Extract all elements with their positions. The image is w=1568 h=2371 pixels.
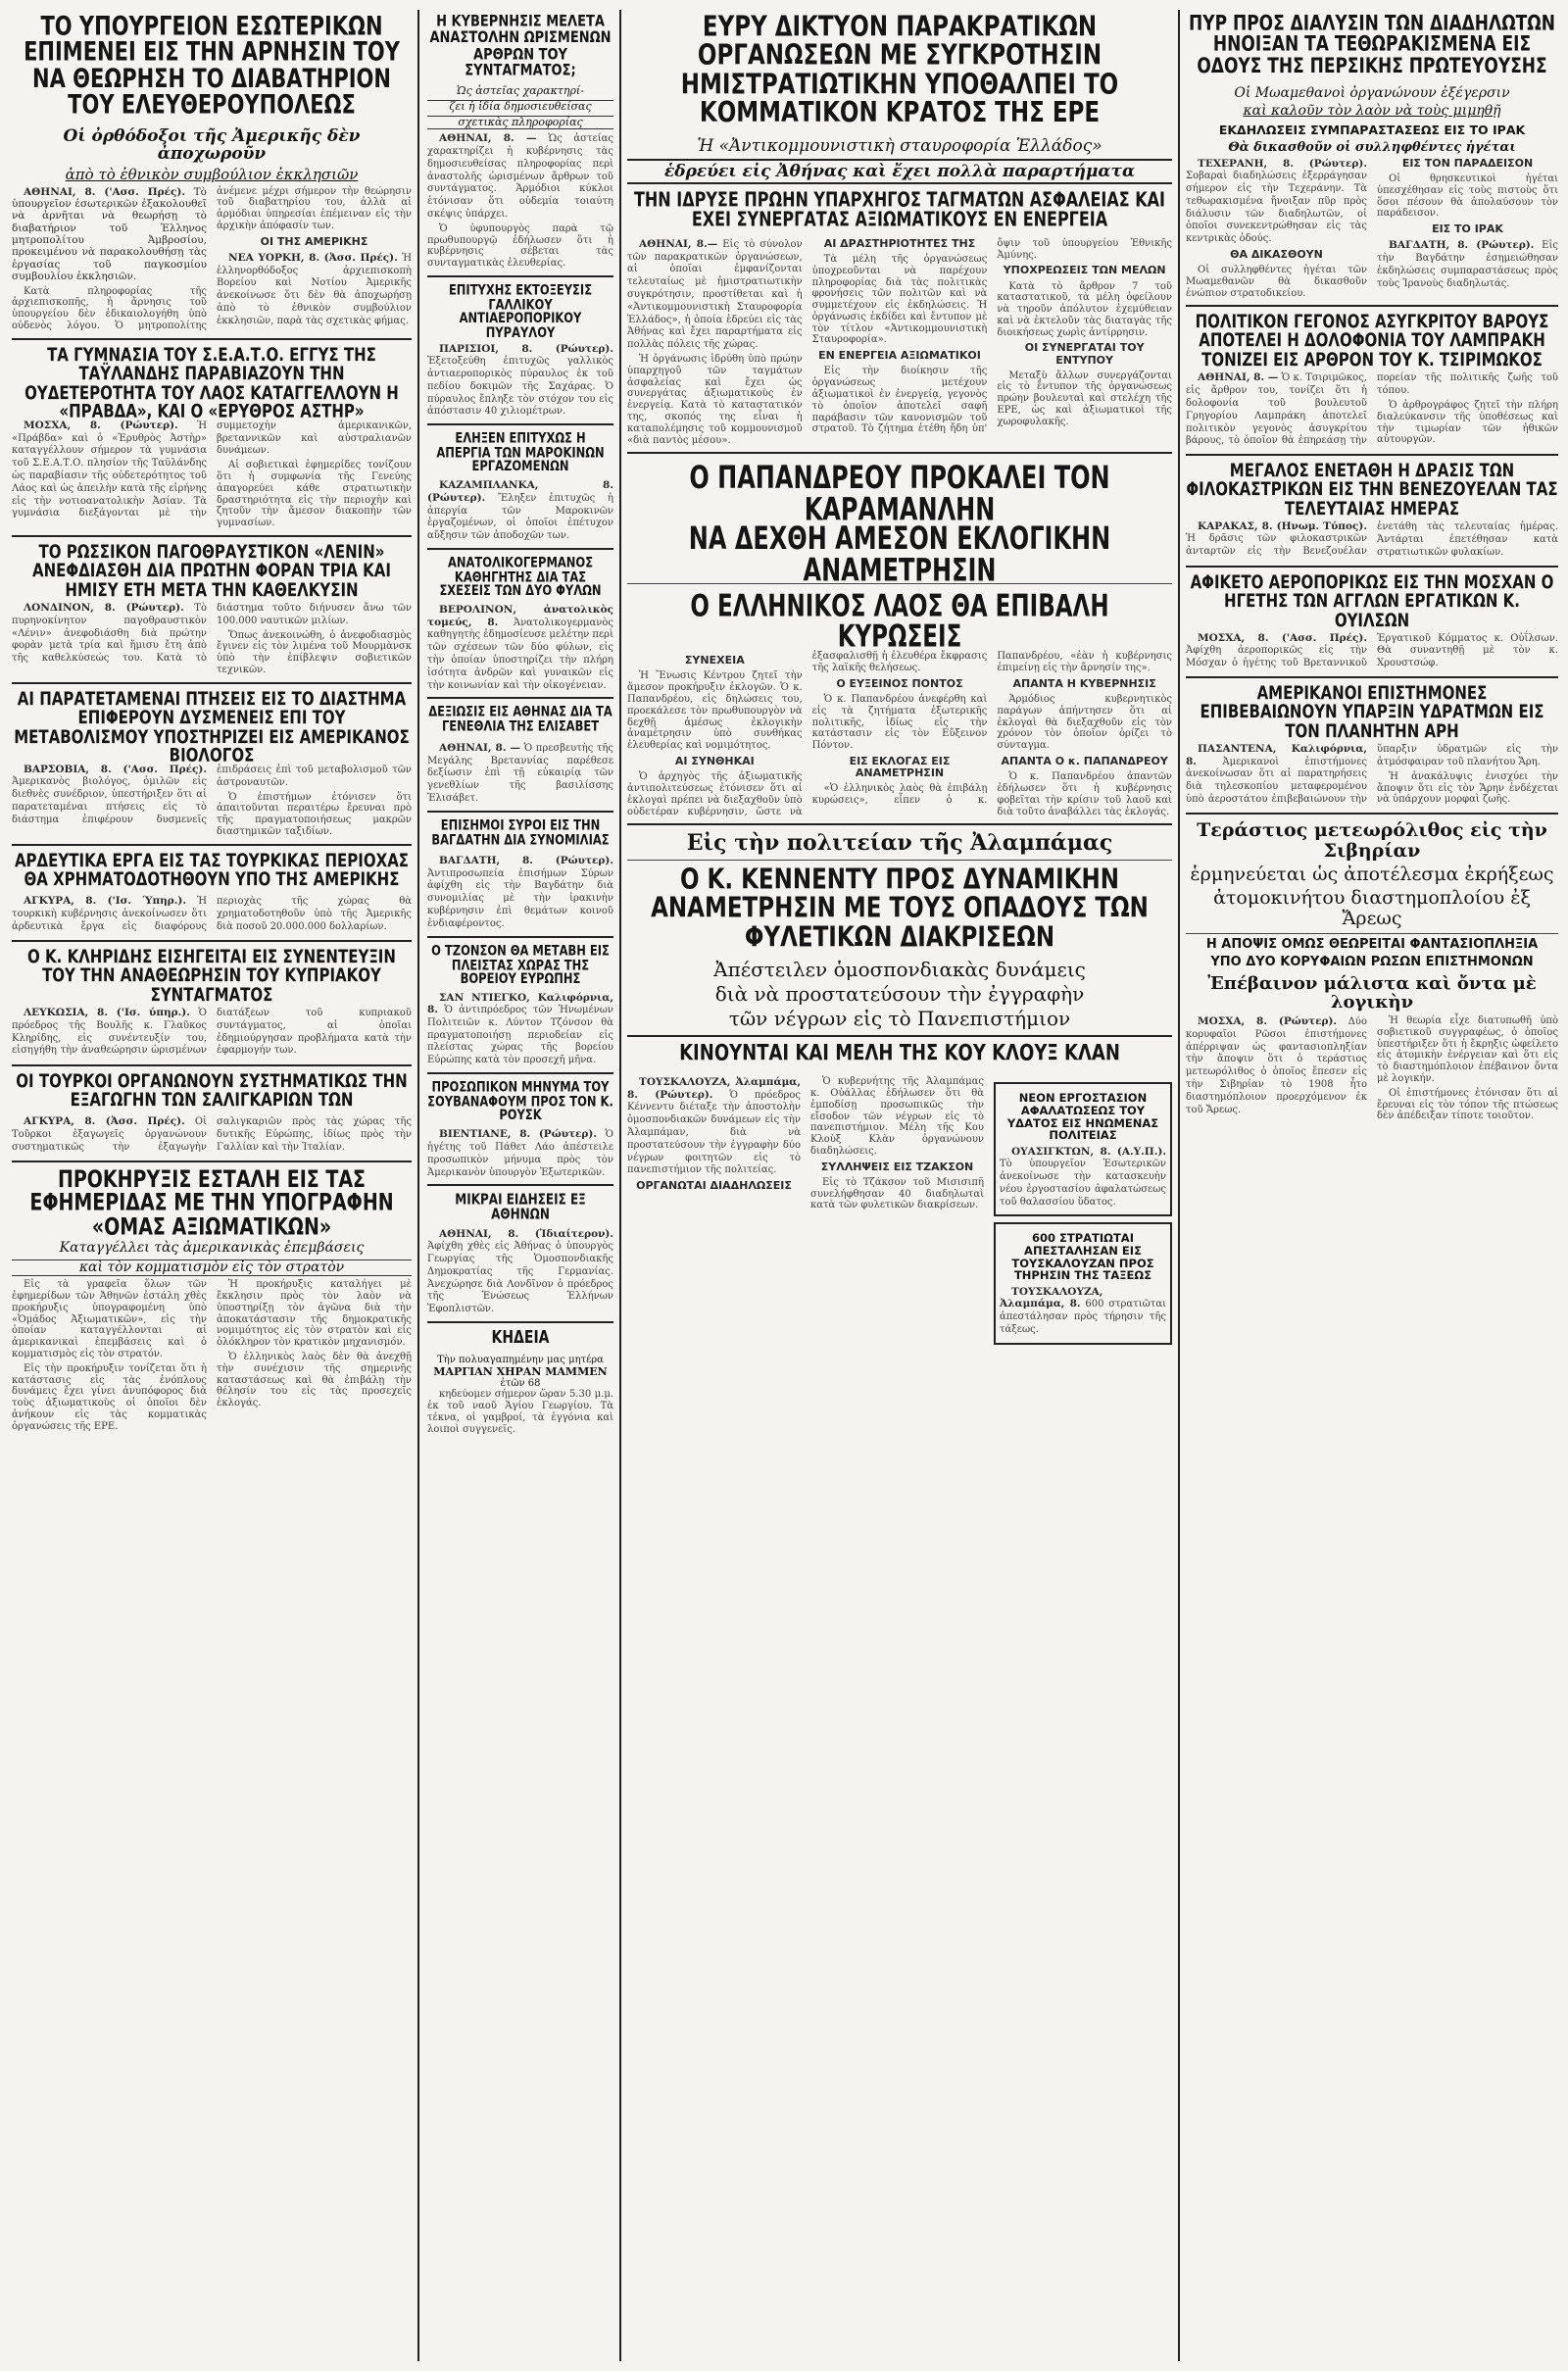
headline-lenin-icebreaker: ΤΟ ΡΩΣΣΙΚΟΝ ΠΑΓΟΘΡΑΥΣΤΙΚΟΝ «ΛΕΝΙΝ» ΑΝΕΦΔΙΑΣΘΗ ΔΙΑ ΠΡΩΤΗΝ ΦΟΡΑΝ ΤΡΙΑ ΚΑΙ ΗΜΙΣΥ ΕΤΗ ΜΕΤΑ ΤΗΝ ΚΑΘΕΛΚΥΣΙΝ bbox=[32, 540, 391, 601]
divider bbox=[627, 860, 1172, 861]
headline-mars-vapor: ΑΜΕΡΙΚΑΝΟΙ ΕΠΙΣΤΗΜΟΝΕΣ ΕΠΙΒΕΒΑΙΩΝΟΥΝ ΥΠΑΡΞΙΝ ΥΔΡΑΤΜΩΝ ΕΙΣ ΤΟΝ ΠΛΑΝΗΤΗΝ ΑΡΗ bbox=[1200, 681, 1544, 742]
kennedy-article-layout bbox=[627, 1076, 1172, 1350]
funeral-line: Τὴν πολυαγαπημένην μας μητέρα bbox=[437, 1355, 604, 1366]
article-body: ΜΟΣΧΑ, 8. ('Ασσ. Πρές). Ἀφίχθη ἀεροπορικῶς εἰς τὴν Μόσχαν ὁ ἡγέτης τοῦ Βρεταννικοῦ Ἐργατικοῦ Κόμματος κ. Οὐΐλσων. Θὰ συναντηθῇ μὲ τὸν κ. Χρουστσώφ. bbox=[1186, 631, 1558, 669]
headline-officers-proclamation: ΠΡΟΚΗΡΥΞΙΣ ΕΣΤΑΛΗ ΕΙΣ ΤΑΣ ΕΦΗΜΕΡΙΔΑΣ ΜΕ ΤΗΝ ΥΠΟΓΡΑΦΗΝ «ΟΜΑΣ ΑΞΙΩΜΑΤΙΚΩΝ» bbox=[29, 1165, 394, 1241]
subheadline: Καταγγέλλει τὰς ἀμερικανικὰς ἐπεμβάσεις bbox=[59, 1240, 365, 1257]
dateline: ΑΘΗΝΑΙ, 8. ('Ασσ. Πρές). bbox=[24, 185, 186, 198]
box-headline: 600 ΣΤΡΑΤΙΩΤΑΙ ΑΠΕΣΤΑΛΗΣΑΝ ΕΙΣ ΤΟΥΣΚΑΛΟΥΖΑΝ ΠΡΟΣ ΤΗΡΗΣΙΝ ΤΗΣ ΤΑΞΕΩΣ bbox=[1011, 1231, 1154, 1283]
headline-johnson-europe: Ο ΤΖΟΝΣΟΝ ΘΑ ΜΕΤΑΒΗ ΕΙΣ ΠΛΕΙΣΤΑΣ ΧΩΡΑΣ ΤΗΣ ΒΟΡΕΙΟΥ ΕΥΡΩΠΗΣ bbox=[431, 941, 610, 987]
dateline: ΤΟΥΣΚΑΛΟΥΖΑ, Ἀλαμπάμα, 8. bbox=[1000, 1285, 1103, 1310]
headline-papandreou-3: Ο ΕΛΛΗΝΙΚΟΣ ΛΑΟΣ ΘΑ ΕΠΙΒΑΛΗ ΚΥΡΩΣΕΙΣ bbox=[690, 589, 1109, 655]
column-2 bbox=[427, 8, 613, 2363]
dateline: ΒΑΓΔΑΤΗ, 8. (Ρώυτερ). bbox=[1389, 239, 1535, 252]
subheadline: ζει ἡ ἰδία δημοσιευθείσας bbox=[427, 100, 613, 113]
dateline: ΑΘΗΝΑΙ, 8.— bbox=[639, 237, 718, 250]
article-body: ΒΙΕΝΤΙΑΝΕ, 8. (Ρώυτερ). Ὁ ἡγέτης τοῦ Πάθετ Λάο ἀπέστειλε προσωπικὸν μήνυμα πρὸς τὸν Ἀμερικανὸν ὑπουργὸν Ἐξωτερικῶν. bbox=[427, 1128, 613, 1178]
article-body: ΑΘΗΝΑΙ, 8. — Ὁ πρεσβευτὴς τῆς Μεγάλης Βρεταννίας παρέθεσε δεξίωσιν ἐπὶ τῇ εὐκαιρίᾳ τῶν γενεθλίων τῆς βασιλίσσης Ἐλισάβετ. bbox=[427, 741, 613, 804]
subheadline: Οἱ ὀρθόδοξοι τῆς Ἀμερικῆς δὲν ἀποχωροῦν bbox=[63, 125, 361, 165]
subheadline: ΤΗΝ ΙΔΡΥΣΕ ΠΡΩΗΝ ΥΠΑΡΧΗΓΟΣ ΤΑΓΜΑΤΩΝ ΑΣΦΑΛΕΙΑΣ ΚΑΙ ΕΧΕΙ ΣΥΝΕΡΓΑΤΑΣ ΑΞΙΩΜΑΤΙΚΟΥΣ ΕΝ ΕΝΕΡΓΕΙΑ bbox=[634, 187, 1165, 231]
headline-interior-ministry: ΤΟ ΥΠΟΥΡΓΕΙΟΝ ΕΣΩΤΕΡΙΚΩΝ ΕΠΙΜΕΝΕΙ ΕΙΣ ΤΗΝ ΑΡΝΗΣΙΝ ΤΟΥ ΝΑ ΘΕΩΡΗΣΗ ΤΟ ΔΙΑΒΑΤΗΡΙΟΝ ΤΟΥ ΕΛΕΥΘΕΡΟΥΠΟΛΕΩΣ bbox=[24, 11, 400, 120]
article-body: ΤΟΥΣΚΑΛΟΥΖΑ, Ἀλαμπάμα, 8. (Ρώυτερ). Ὁ πρόεδρος Κέννεντυ διέταξε τὴν ἀποστολὴν ὁμοσπονδιακῶν δυνάμεων εἰς τὴν Ἀλαμπάμαν, διὰ νὰ προστατεύσουν τὴν ἐγγραφὴν δύο νέγρων φοιτητῶν εἰς τὸ πανεπιστήμιον τῆς πολιτείας. ΟΡΓΑΝΩΤΑΙ ΔΙΑΔΗΛΩΣΕΙΣ Ὁ κυβερνήτης τῆς Ἀλαμπάμας κ. Οὐάλλας ἐδήλωσεν ὅτι θὰ ἐμποδίσῃ προσωπικῶς τὴν εἴσοδον τῶν νέγρων εἰς τὸ πανεπιστήμιον. Μέλη τῆς Κου Κλοὺξ Κλὰν ὀργανώνουν διαδηλώσεις. ΣΥΛΛΗΨΕΙΣ ΕΙΣ ΤΖΑΚΣΟΝ Εἰς τὸ Τζάκσον τοῦ Μισισιπῆ συνελήφθησαν 40 διαδηλωταὶ κατὰ τῶν φυλετικῶν διακρίσεων. bbox=[627, 1076, 984, 1211]
column-rule bbox=[1178, 10, 1180, 2361]
divider bbox=[12, 1064, 412, 1066]
dateline: ΛΕΥΚΩΣΙΑ, 8. ('Ισ. ύπηρ.). bbox=[24, 1007, 190, 1019]
column-1 bbox=[12, 8, 412, 2363]
dateline: ΑΓΚΥΡΑ, 8. (Ἀσσ. Πρές). bbox=[24, 1115, 185, 1128]
dateline: ΚΑΡΑΚΑΣ, 8. (Ηνωμ. Τύπος). bbox=[1198, 520, 1367, 533]
headline-kennedy: Ο Κ. ΚΕΝΝΕΝΤΥ ΠΡΟΣ ΔΥΝΑΜΙΚΗΝ ΑΝΑΜΕΤΡΗΣΙΝ ΜΕ ΤΟΥΣ ΟΠΑΔΟΥΣ ΤΩΝ ΦΥΛΕΤΙΚΩΝ ΔΙΑΚΡΙΣΕΩΝ bbox=[651, 864, 1149, 954]
dateline: ΑΘΗΝΑΙ, 8. — bbox=[439, 132, 537, 145]
article-body: ΒΑΓΔΑΤΗ, 8. (Ρώυτερ). Ἀντιπροσωπεία ἐπισήμων Σύρων ἀφίχθη εἰς τὴν Βαγδάτην διὰ συνομιλίας μὲ τὴν ἰρακινὴν κυβέρνησιν ἐπὶ θεμάτων κοινοῦ ἐνδιαφέροντος. bbox=[427, 855, 613, 929]
dateline: ΜΟΣΧΑ, 8. ('Ασσ. Πρές). bbox=[1198, 631, 1367, 644]
divider bbox=[427, 1321, 613, 1323]
subheadline: σχετικὰς πληροφορίας bbox=[427, 116, 613, 129]
subheadline: Ἡ «Ἀντικομμουνιστικὴ σταυροφορία Ἑλλάδος» bbox=[697, 135, 1102, 156]
article-body: ΑΘΗΝΑΙ, 8. ('Ασσ. Πρές). Τὸ ὑπουργεῖον ἐσωτερικῶν ἐξακολουθεῖ νὰ ἀρνῆται νὰ θεωρήσῃ τὸ διαβατήριον τοῦ Ἐλληνος μητροπολίτου Ἀμβροσίου, προκειμένου νὰ παρακολουθήσῃ τὰς ἐργασίας τοῦ παγκοσμίου συμβουλίου ἐκκλησιῶν. Κατὰ πληροφορίας τῆς ἀρχιεπισκοπῆς, ἡ ἄρνησις τοῦ ὑπουργείου δὲν ἐδικαιολογήθη ὑπὸ οὐδενὸς λόγου. Ὁ μητροπολίτης ἀνέμενε μέχρι σήμερον τὴν θεώρησιν τοῦ διαβατηρίου του, ἀλλὰ αἱ ἀρμόδιαι ὑπηρεσίαι ἐπέμειναν εἰς τὴν ἀρχικὴν ἀπόφασίν των. ΟΙ ΤΗΣ ΑΜΕΡΙΚΗΣ ΝΕΑ ΥΟΡΚΗ, 8. (Ἀσσ. Πρές). Ἡ ἑλληνορθόδοξος ἀρχιεπισκοπὴ Βορείου καὶ Νοτίου Ἀμερικῆς ἀνεκοίνωσε ὅτι δὲν θὰ ἀποχωρήσῃ ἀπὸ τὸ ἐθνικὸν συμβούλιον ἐκκλησιῶν, παρὰ τὰς σχετικὰς φήμας. bbox=[12, 185, 412, 331]
subheadline: Ὡς ἀστεῖας χαρακτηρί- bbox=[457, 84, 584, 97]
divider bbox=[12, 844, 412, 846]
dateline: ΠΑΡΙΣΙΟΙ, 8. (Ρώυτερ). bbox=[439, 342, 613, 355]
subheadline: ἑδρεύει εἰς Ἀθήνας καὶ ἔχει πολλὰ παραρτήματα bbox=[627, 159, 1172, 185]
box-desalination bbox=[994, 1082, 1172, 1216]
headline-syrians-baghdad: ΕΠΙΣΗΜΟΙ ΣΥΡΟΙ ΕΙΣ ΤΗΝ ΒΑΓΔΑΤΗΝ ΔΙΑ ΣΥΝΟΜΙΛΙΑΣ bbox=[431, 815, 610, 848]
article-body: ΛΟΝΔΙΝΟΝ, 8. (Ρώυτερ). Τὸ πυρηνοκίνητον παγοθραυστικὸν «Λένιν» ἀνεφοδιάσθη διὰ πρώτην φορὰν μετὰ τρία καὶ ἥμισυ ἔτη ἀπὸ τῆς καθελκύσεώς του. Κατὰ τὸ διάστημα τοῦτο διήνυσεν ἄνω τῶν 100.000 ναυτικῶν μιλίων. Ὅπως ἀνεκοινώθη, ὁ ἀνεφοδιασμὸς ἔγινεν εἰς τὸν λιμένα τοῦ Μουρμὰνσκ ὑπὸ τὴν ἐπίβλεψιν σοβιετικῶν τεχνικῶν. bbox=[12, 601, 412, 675]
section-subhead: ΣΥΛΛΗΨΕΙΣ ΕΙΣ ΤΖΑΚΣΟΝ bbox=[820, 1160, 974, 1173]
dateline: ΒΑΡΣΟΒΙΑ, 8. ('Ασσ. Πρές). bbox=[24, 763, 207, 775]
divider bbox=[627, 452, 1172, 454]
article-body: ΜΟΣΧΑ, 8. (Ρώυτερ). Δύο κορυφαῖοι Ρῶσοι ἐπιστήμονες ἀπέρριψαν ὡς φαντασιοπληξίαν τὴν ἄποψιν ὅτι ὁ τεράστιος μετεωρόλιθος ὁ ὁποῖος ἔπεσεν εἰς τὴν Σιβηρίαν τὸ 1908 ἦτο διαστημόπλοιον προερχόμενον ἐκ τοῦ Ἄρεως. Ἡ θεωρία εἶχε διατυπωθῆ ὑπὸ σοβιετικοῦ συγγραφέως, ὁ ὁποῖος ὑπεστήριξεν ὅτι ἡ ἔκρηξις ὠφείλετο εἰς ἀτομικὴν ἐνέργειαν καὶ ὅτι εἰς τὸ διαστημόπλοιον ἐπέβαινον ὄντα μὲ λογικήν. Οἱ ἐπιστήμονες ἐτόνισαν ὅτι αἱ ἔρευναι εἰς τὸν τόπον τῆς πτώσεως δὲν ἀπέδειξαν τίποτε τοιοῦτον. bbox=[1186, 1015, 1558, 1122]
article-body: ΒΑΡΣΟΒΙΑ, 8. ('Ασσ. Πρές). Ἀμερικανὸς βιολόγος, ὁμιλῶν εἰς διεθνὲς συνέδριον, ὑπεστήριξεν ὅτι αἱ παρατεταμέναι πτήσεις εἰς τὸ διάστημα ἐπιφέρουν δυσμενεῖς ἐπιδράσεις ἐπὶ τοῦ μεταβολισμοῦ τῶν ἀστροναυτῶν. Ὁ ἐπιστήμων ἐτόνισεν ὅτι ἀπαιτοῦνται περαιτέρω ἔρευναι πρὸ τῆς πραγματοποιήσεως μακρῶν διαστημικῶν ταξιδίων. bbox=[12, 763, 412, 837]
dateline: ΑΘΗΝΑΙ, 8. — bbox=[439, 741, 520, 754]
dateline: ΒΙΕΝΤΙΑΝΕ, 8. (Ρώυτερ). bbox=[439, 1128, 598, 1141]
article-body: ΜΟΣΧΑ, 8. (Ρώυτερ). Ἡ «Πράβδα» καὶ ὁ «Ἐρυθρὸς Ἀστὴρ» καταγγέλλουν σήμερον τὰ γυμνάσια τοῦ Σ.Ε.Α.Τ.Ο. πλησίον τῆς Ταϋλάνδης ὡς παραβίασιν τῆς οὐδετερότητος τοῦ Λάος καὶ ὡς ἀπειλὴν κατὰ τῆς εἰρήνης εἰς τὴν νοτιοανατολικὴν Ἀσίαν. Τὰ γυμνάσια διεξάγονται μὲ τὴν συμμετοχὴν ἀμερικανικῶν, βρεταννικῶν καὶ αὐστραλιανῶν δυνάμεων. Αἱ σοβιετικαὶ ἐφημερίδες τονίζουν ὅτι ἡ συμφωνία τῆς Γενεύης ἀπαγορεύει κάθε στρατιωτικὴν δραστηριότητα εἰς τὴν περιοχὴν καὶ ζητοῦν τὴν ἄμεσον διακοπὴν τῶν γυμνασίων. bbox=[12, 419, 412, 529]
headline-papandreou: Ο ΠΑΠΑΝΔΡΕΟΥ ΠΡΟΚΑΛΕΙ ΤΟΝ ΚΑΡΑΜΑΝΛΗΝ bbox=[689, 459, 1110, 528]
subheadline: ἀπὸ τὸ ἐθνικὸν συμβούλιον ἐκκλησιῶν bbox=[65, 166, 359, 183]
headline-short-news: ΜΙΚΡΑΙ ΕΙΔΗΣΕΙΣ ΕΞ ΑΘΗΝΩΝ bbox=[455, 1191, 586, 1223]
section-subhead: ΕΝ ΕΝΕΡΓΕΙΑ ΑΞΙΩΜΑΤΙΚΟΙ bbox=[818, 349, 981, 363]
headline-snails-export: ΟΙ ΤΟΥΡΚΟΙ ΟΡΓΑΝΩΝΟΥΝ ΣΥΣΤΗΜΑΤΙΚΩΣ ΤΗΝ ΕΞΑΓΩΓΗΝ ΤΩΝ ΣΑΛΙΓΚΑΡΙΩΝ ΤΩΝ bbox=[16, 1069, 408, 1111]
article-body: ΑΘΗΝΑΙ, 8. (Ἰδιαίτερον). Ἀφίχθη χθὲς εἰς Ἀθήνας ὁ ὑπουργὸς Γεωργίας τῆς Ὁμοσπονδιακῆς Δημοκρατίας τῆς Γερμανίας. Ἀνεχώρησε διὰ Λονδῖνον ὁ πρόεδρος τῆς Ἐνώσεως Ἑλλήνων Ἐφοπλιστῶν. bbox=[427, 1227, 613, 1315]
section-subhead: ΘΑ ΔΙΚΑΣΘΟΥΝ bbox=[1230, 247, 1323, 261]
section-subhead: ΕΙΣ ΤΟ ΙΡΑΚ bbox=[1432, 222, 1503, 236]
divider bbox=[1186, 676, 1558, 678]
divider bbox=[427, 811, 613, 813]
headline-east-german-professor: ΑΝΑΤΟΛΙΚΟΓΕΡΜΑΝΟΣ ΚΑΘΗΓΗΤΗΣ ΔΙΑ ΤΑΣ ΣΧΕΣΕΙΣ ΤΩΝ ΔΥΟ ΦΥΛΩΝ bbox=[439, 553, 602, 600]
dateline: ΤΕΧΕΡΑΝΗ, 8. (Ρώυτερ). bbox=[1198, 157, 1367, 170]
divider bbox=[1186, 813, 1558, 815]
article-lead: Τὸ ὑπουργεῖον ἐσωτερικῶν ἐξακολουθεῖ νὰ ἀρνῆται νὰ θεωρήσῃ τὸ διαβατήριον τοῦ Ἐλληνος μητροπολίτου Ἀμβροσίου, προκειμένου νὰ παρακολουθήσῃ τὰς ἐργασίας τοῦ παγκοσμίου συμβουλίου ἐκκλησιῶν. bbox=[12, 185, 207, 283]
headline-wilson-moscow: ΑΦΙΚΕΤΟ ΑΕΡΟΠΟΡΙΚΩΣ ΕΙΣ ΤΗΝ ΜΟΣΧΑΝ Ο ΗΓΕΤΗΣ ΤΩΝ ΑΓΓΛΩΝ ΕΡΓΑΤΙΚΩΝ Κ. ΟΥΙΛΣΩΝ bbox=[1190, 570, 1554, 630]
headline-constitution: Η ΚΥΒΕΡΝΗΣΙΣ ΜΕΛΕΤΑ ΑΝΑΣΤΟΛΗΝ ΩΡΙΣΜΕΝΩΝ ΑΡΘΡΩΝ ΤΟΥ ΣΥΝΤΑΓΜΑΤΟΣ; bbox=[429, 12, 612, 80]
divider bbox=[627, 1035, 1172, 1037]
dateline: ΣΑΝ ΝΤΙΕΓΚΟ, Καλιφόρνια, 8. bbox=[427, 991, 613, 1016]
article-body: ΑΘΗΝΑΙ, 8. — Ὡς ἀστείας χαρακτηρίζει ἡ κυβέρνησις τὰς δημοσιευθείσας πληροφορίας περὶ ἀναστολῆς ὡρισμένων ἄρθρων τοῦ συντάγματος. Ἁρμόδιοι κύκλοι ἐτόνισαν ὅτι οὐδεμία τοιαύτη σκέψις ὑπάρχει. Ὁ ὑφυπουργὸς παρὰ τῷ πρωθυπουργῷ ἐδήλωσεν ὅτι ἡ κυβέρνησις σέβεται τὰς συνταγματικὰς ἐλευθερίας. bbox=[427, 132, 613, 270]
section-subhead: ΟΡΓΑΝΩΤΑΙ ΔΙΑΔΗΛΩΣΕΙΣ bbox=[636, 1179, 792, 1193]
dateline: ΒΕΡΟΛΙΝΟΝ, ἀνατολικὸς τομεύς, 8. bbox=[427, 604, 613, 628]
subheadline: καὶ τὸν κομματισμὸν εἰς τὸν στρατὸν bbox=[12, 1260, 412, 1276]
dateline: ΟΥΑΣΙΓΚΤΩΝ, 8. (Α.Υ.Π.). bbox=[1011, 1145, 1166, 1158]
divider bbox=[427, 1184, 613, 1186]
headline-meteorite-2: ἑρμηνεύεται ὡς ἀποτέλεσμα ἐκρήξεως bbox=[1190, 864, 1554, 886]
dateline: ΠΑΣΑΝΤΕΝΑ, Καλιφόρνια, 8. bbox=[1186, 743, 1367, 767]
headline-souvanna-message: ΠΡΟΣΩΠΙΚΟΝ ΜΗΝΥΜΑ ΤΟΥ ΣΟΥΒΑΝΑΦΟΥΜ ΠΡΟΣ ΤΟΝ Κ. ΡΟΥΣΚ bbox=[427, 1077, 613, 1124]
box-soldiers bbox=[994, 1222, 1172, 1344]
divider bbox=[427, 697, 613, 699]
headline-elizabeth-birthday: ΔΕΞΙΩΣΙΣ ΕΙΣ ΑΘΗΝΑΣ ΔΙΑ ΤΑ ΓΕΝΕΘΛΙΑ ΤΗΣ ΕΛΙΣΑΒΕΤ bbox=[428, 702, 612, 734]
divider bbox=[427, 548, 613, 550]
article-body: ΒΕΡΟΛΙΝΟΝ, ἀνατολικὸς τομεύς, 8. Ἀνατολικογερμανὸς καθηγητὴς ἐδημοσίευσε μελέτην περὶ τῶν σχέσεων τῶν δύο φύλων, εἰς τὴν ὁποίαν ὑποστηρίζει τὴν πλήρη ἰσότητα ἀνδρῶν καὶ γυναικῶν εἰς τὴν κοινωνίαν καὶ τὴν οἰκογένειαν. bbox=[427, 604, 613, 691]
article-body: ΣΥΝΕΧΕΙΑ Ἡ Ἕνωσις Κέντρου ζητεῖ τὴν ἄμεσον προκήρυξιν ἐκλογῶν. Ὁ κ. Παπανδρέου, εἰς δηλώσεις του, προεκάλεσε τὸν πρωθυπουργὸν νὰ δεχθῇ ἀμέσως ἐκλογικὴν ἀναμέτρησιν ὑπὸ συνθήκας ἐλευθερίας καὶ νομιμότητος. ΑΙ ΣΥΝΘΗΚΑΙ Ὁ ἀρχηγὸς τῆς ἀξιωματικῆς ἀντιπολιτεύσεως ἐτόνισεν ὅτι αἱ ἐκλογαὶ πρέπει νὰ διεξαχθοῦν ὑπὸ οὐδετέραν κυβέρνησιν, ὥστε νὰ ἐξασφαλισθῇ ἡ ἐλευθέρα ἔκφρασις τῆς λαϊκῆς θελήσεως. Ο ΕΥΞΕΙΝΟΣ ΠΟΝΤΟΣ Ὁ κ. Παπανδρέου ἀνεφέρθη καὶ εἰς τὰ ζητήματα ἐξωτερικῆς πολιτικῆς, ἰδίως εἰς τὴν κατάστασιν εἰς τὸν Εὔξεινον Πόντον. ΕΙΣ ΕΚΛΟΓΑΣ ΕΙΣ ΑΝΑΜΕΤΡΗΣΙΝ «Ὁ ἑλληνικὸς λαὸς θὰ ἐπιβάλῃ κυρώσεις», εἶπεν ὁ κ. Παπανδρέου, «ἐὰν ἡ κυβέρνησις ἐπιμείνῃ εἰς τὴν ἄρνησίν της». ΑΠΑΝΤΑ Η ΚΥΒΕΡΝΗΣΙΣ Ἁρμόδιος κυβερνητικὸς παράγων ἀπήντησεν ὅτι αἱ ἐκλογαὶ θὰ διεξαχθοῦν εἰς τὸν χρόνον τὸν ὁποῖον ὁρίζει τὸ σύνταγμα. ΑΠΑΝΤΑ Ο κ. ΠΑΠΑΝΔΡΕΟΥ Ὁ κ. Παπανδρέου ἀπαντῶν ἐδήλωσεν ὅτι ἡ κυβέρνησις φοβεῖται τὴν κρίσιν τοῦ λαοῦ καὶ διὰ τοῦτο ἀναβάλλει τὰς ἐκλογάς. bbox=[627, 651, 1172, 817]
article-body: ΠΑΣΑΝΤΕΝΑ, Καλιφόρνια, 8. Ἀμερικανοὶ ἐπιστήμονες ἀνεκοίνωσαν ὅτι αἱ παρατηρήσεις διὰ τηλεσκοπίου μεταφερομένου ὑπὸ ἀεροστάτου ἐπιβεβαιώνουν τὴν ὕπαρξιν ὑδρατμῶν εἰς τὴν ἀτμόσφαιραν τοῦ πλανήτου Ἄρη. Ἡ ἀνακάλυψις ἐνισχύει τὴν ἄποψιν ὅτι εἰς τὸν Ἄρην ἐνδέχεται νὰ ὑπάρχουν μορφαὶ ζωῆς. bbox=[1186, 743, 1558, 806]
divider bbox=[12, 338, 412, 340]
dateline: ΚΑΖΑΜΠΛΑΝΚΑ, 8. (Ρώυτερ). bbox=[427, 479, 613, 504]
article-body: ΠΑΡΙΣΙΟΙ, 8. (Ρώυτερ). Ἐξετοξεύθη ἐπιτυχῶς γαλλικὸς ἀντιαεροπορικὸς πύραυλος ἐκ τοῦ πεδίου δοκιμῶν τῆς Σαχάρας. Ὁ πύραυλος ἔπληξε τὸν στόχον του εἰς ἀπόστασιν 40 χιλιομέτρων. bbox=[427, 342, 613, 418]
divider bbox=[1186, 566, 1558, 568]
funeral-name: ΜΑΡΓΙΑΝ ΧΗΡΑΝ ΜΑΜΜΕΝ bbox=[433, 1365, 608, 1379]
section-subhead: ΑΙ ΔΡΑΣΤΗΡΙΟΤΗΤΕΣ ΤΗΣ bbox=[823, 236, 976, 250]
article-body: ΤΕΧΕΡΑΝΗ, 8. (Ρώυτερ). Σοβαραὶ διαδηλώσεις ἐξερράγησαν σήμερον εἰς τὴν Τεχεράνην. Τὰ τεθωρακισμένα ἤνοιξαν πῦρ πρὸς διάλυσιν τῶν διαδηλωτῶν, οἱ ὁποῖοι συνεκεντρώθησαν εἰς τὰς κεντρικὰς ὁδούς. ΘΑ ΔΙΚΑΣΘΟΥΝ Οἱ συλληφθέντες ἡγέται τῶν Μωαμεθανῶν θὰ δικασθοῦν ἐνώπιον στρατοδικείου. ΕΙΣ ΤΟΝ ΠΑΡΑΔΕΙΣΟΝ Οἱ θρησκευτικοὶ ἡγέται ὑπεσχέθησαν εἰς τοὺς πιστοὺς ὅτι ὅσοι πέσουν θὰ ἀπολαύσουν τὸν παράδεισον. ΕΙΣ ΤΟ ΙΡΑΚ ΒΑΓΔΑΤΗ, 8. (Ρώυτερ). Εἰς τὴν Βαγδάτην ἐσημειώθησαν ἐκδηλώσεις συμπαραστάσεως πρὸς τοὺς Ἰρανοὺς διαδηλωτάς. bbox=[1186, 156, 1558, 299]
column-rule bbox=[619, 10, 621, 2361]
section-subhead: ΑΠΑΝΤΑ Η ΚΥΒΕΡΝΗΣΙΣ bbox=[1012, 676, 1156, 690]
section-subhead: ΟΙ ΣΥΝΕΡΓΑΤΑΙ ΤΟΥ ΕΝΤΥΠΟΥ bbox=[1024, 341, 1145, 367]
subheadline: Ἀπέστειλεν ὁμοσπονδιακὰς δυνάμεις bbox=[713, 957, 1086, 981]
column-rule bbox=[417, 10, 419, 2361]
dateline: ΜΟΣΧΑ, 8. (Ρώυτερ). bbox=[24, 419, 178, 431]
box-body: ΟΥΑΣΙΓΚΤΩΝ, 8. (Α.Υ.Π.). Τὸ ὑπουργεῖον Ἐσωτερικῶν ἀνεκοίνωσε τὴν κατασκευὴν νέου ἐργοστασίου ἀφαλατώσεως τοῦ θαλασσίου ὕδατος. bbox=[1000, 1145, 1166, 1208]
divider bbox=[627, 823, 1172, 825]
article-body: ΣΑΝ ΝΤΙΕΓΚΟ, Καλιφόρνια, 8. Ὁ ἀντιπρόεδρος τῶν Ἡνωμένων Πολιτειῶν κ. Λύντον Τζόνσον θὰ πραγματοποιήσῃ περιοδείαν εἰς πλείστας χώρας τῆς βορείου Εὐρώπης κατὰ τὸν προσεχῆ μῆνα. bbox=[427, 991, 613, 1066]
subheadline: τῶν νέγρων εἰς τὸ Πανεπιστήμιον bbox=[728, 1006, 1071, 1030]
subheadline: Ἐπέβαινον μάλιστα καὶ ὄντα μὲ λογικὴν bbox=[1207, 972, 1537, 1013]
article-body: ΚΑΡΑΚΑΣ, 8. (Ηνωμ. Τύπος). Ἡ δρᾶσις τῶν φιλοκαστρικῶν ἀνταρτῶν εἰς τὴν Βενεζουέλαν ἐνετάθη τὰς τελευταίας ἡμέρας. Ἀντάρται ἐπετέθησαν κατὰ στρατιωτικῶν φυλακίων. bbox=[1186, 520, 1558, 558]
dateline: ΤΟΥΣΚΑΛΟΥΖΑ, Ἀλαμπάμα, 8. (Ρώυτερ). bbox=[627, 1076, 801, 1101]
article-body: Εἰς τὰ γραφεῖα ὅλων τῶν ἐφημερίδων τῶν Ἀθηνῶν ἐστάλη χθὲς προκήρυξις ὑπογραφομένη ὑπὸ «Ὁμάδος Ἀξιωματικῶν», εἰς τὴν ὁποίαν καταγγέλλονται αἱ ἀμερικανικαὶ ἐπεμβάσεις καὶ ὁ κομματισμὸς εἰς τὸν στρατόν. Εἰς τὴν προκήρυξιν τονίζεται ὅτι ἡ κατάστασις εἰς τὰς ἐνόπλους δυνάμεις ἔχει γίνει ἀνυπόφορος διὰ τοὺς ἀξιωματικοὺς οἱ ὁποῖοι δὲν ἀνήκουν εἰς τὰς κομματικὰς ὀργανώσεις τῆς ΕΡΕ. Ἡ προκήρυξις καταλήγει μὲ ἔκκλησιν πρὸς τὸν λαὸν νὰ ὑποστηρίξῃ τὸν ἀγῶνα διὰ τὴν ἀποκατάστασιν τῆς δημοκρατικῆς νομιμότητος εἰς τὸν στρατὸν καὶ εἰς ὁλόκληρον τὸν κρατικὸν μηχανισμόν. Ὁ ἑλληνικὸς λαὸς δὲν θὰ ἀνεχθῇ τὴν συνέχισιν τῆς σημερινῆς καταστάσεως καὶ θὰ ἐπιβάλῃ τὴν θέλησίν του εἰς τὰς προσεχεῖς ἐκλογάς. bbox=[12, 1279, 412, 1432]
funeral-age: ἐτῶν 68 bbox=[500, 1378, 541, 1390]
section-subhead: ΑΠΑΝΤΑ Ο κ. ΠΑΠΑΝΔΡΕΟΥ bbox=[1001, 755, 1168, 768]
headline-clerides: Ο Κ. ΚΛΗΡΙΔΗΣ ΕΙΣΗΓΕΙΤΑΙ ΕΙΣ ΣΥΝΕΝΤΕΥΞΙΝ ΤΟΥ ΤΗΝ ΑΝΑΘΕΩΡΗΣΙΝ ΤΟΥ ΚΥΠΡΙΑΚΟΥ ΣΥΝΤΑΓΜΑΤΟΣ bbox=[27, 945, 396, 1006]
dateline: ΑΘΗΝΑΙ, 8. (Ἰδιαίτερον). bbox=[439, 1227, 613, 1240]
subheadline: Οἱ Μωαμεθανοὶ ὀργανώνουν ἐξέγερσιν bbox=[1234, 84, 1510, 101]
divider bbox=[427, 1072, 613, 1074]
headline-meteorite: Τεράστιος μετεωρόλιθος εἰς τὴν Σιβηρίαν bbox=[1197, 819, 1547, 863]
article-body: ΑΓΚΥΡΑ, 8. ('Ισ. Ύπηρ.). Ἡ τουρκικὴ κυβέρνησις ἀνεκοίνωσεν ὅτι ἀρδευτικὰ ἔργα εἰς διαφόρους περιοχὰς τῆς χώρας θὰ χρηματοδοτηθοῦν ὑπὸ τῆς Ἀμερικῆς διὰ ποσοῦ 20.000.000 δολλαρίων. bbox=[12, 895, 412, 932]
section-subhead: ΕΙΣ ΤΟΝ ΠΑΡΑΔΕΙΣΟΝ bbox=[1401, 156, 1534, 170]
divider bbox=[12, 682, 412, 684]
section-subhead: ΥΠΟΧΡΕΩΣΕΙΣ ΤΩΝ ΜΕΛΩΝ bbox=[1003, 264, 1166, 277]
article-body: ΚΑΖΑΜΠΛΑΝΚΑ, 8. (Ρώυτερ). Ἔληξεν ἐπιτυχῶς ἡ ἀπεργία τῶν Μαροκινῶν ἐργαζομένων, οἱ ὁποῖοι ἐπέτυχον αὔξησιν τῶν ἀποδοχῶν των. bbox=[427, 479, 613, 542]
headline-lambrakis: ΠΟΛΙΤΙΚΟΝ ΓΕΓΟΝΟΣ ΑΣΥΓΚΡΙΤΟΥ ΒΑΡΟΥΣ ΑΠΟΤΕΛΕΙ Η ΔΟΛΟΦΟΝΙΑ ΤΟΥ ΛΑΜΠΡΑΚΗ ΤΟΝΙΖΕΙ ΕΙΣ ΑΡΘΡΟΝ ΤΟΥ Κ. ΤΣΙΡΙΜΩΚΟΣ bbox=[1195, 310, 1549, 370]
kicker-alabama: Εἰς τὴν πολιτείαν τῆς Ἀλαμπάμας bbox=[686, 830, 1113, 857]
dateline: ΑΘΗΝΑΙ, 8. — bbox=[1198, 371, 1279, 384]
section-subhead: ΣΥΝΕΧΕΙΑ bbox=[684, 654, 745, 667]
subheadline: Θὰ δικασθοῦν οἱ συλληφθέντες ἡγέται bbox=[1228, 139, 1516, 155]
divider bbox=[12, 1161, 412, 1162]
box-headline: ΝΕΟΝ ΕΡΓΟΣΤΑΣΙΟΝ ΑΦΑΛΑΤΩΣΕΩΣ ΤΟΥ ΥΔΑΤΟΣ ΕΙΣ ΗΝΩΜΕΝΑΣ ΠΟΛΙΤΕΙΑΣ bbox=[1006, 1091, 1159, 1143]
section-subhead: ΑΙ ΣΥΝΘΗΚΑΙ bbox=[674, 755, 755, 768]
headline-funeral: ΚΗΔΕΙΑ bbox=[491, 1327, 550, 1348]
subheadline: διὰ νὰ προστατεύσουν τὴν ἐγγραφὴν bbox=[714, 981, 1085, 1006]
article-body: ΑΘΗΝΑΙ, 8.— Εἰς τὸ σύνολον τῶν παρακρατικῶν ὀργανώσεων, αἱ ὁποῖαι ἐμφανίζονται τελευταίως μὲ ἡμιστρατιωτικὴν συγκρότησιν, προστίθεται καὶ ἡ «Ἀντικομμουνιστικὴ Σταυροφορία Ἑλλάδος», ἡ ὁποία ἑδρεύει εἰς τὰς Ἀθήνας καὶ ἔχει παραρτήματα εἰς πολλὰς πόλεις τῆς χώρας. Ἡ ὀργάνωσις ἱδρύθη ὑπὸ πρώην ὑπαρχηγοῦ τῶν ταγμάτων ἀσφαλείας καὶ ἔχει ὡς συνεργάτας ἀξιωματικοὺς ἐν ἐνεργείᾳ. Κατὰ τὸ καταστατικόν της, σκοπός της εἶναι ἡ καταπολέμησις τοῦ κομμουνισμοῦ «διὰ παντὸς μέσου». ΑΙ ΔΡΑΣΤΗΡΙΟΤΗΤΕΣ ΤΗΣ Τὰ μέλη τῆς ὀργανώσεως ὑποχρεοῦνται νὰ παρέχουν πληροφορίας διὰ τὰς πολιτικὰς φρονήσεις τῶν πολιτῶν καὶ νὰ συμμετέχουν εἰς ἐκδηλώσεις. Ἡ ὀργάνωσις ἐκδίδει καὶ ἔντυπον μὲ τὸν τίτλον «Ἀντικομμουνιστικὴ Σταυροφορία». ΕΝ ΕΝΕΡΓΕΙΑ ΑΞΙΩΜΑΤΙΚΟΙ Εἰς τὴν διοίκησιν τῆς ὀργανώσεως μετέχουν ἀξιωματικοὶ ἐν ἐνεργείᾳ, γεγονὸς τὸ ὁποῖον ἀποτελεῖ σαφῆ παράβασιν τῶν κανονισμῶν τοῦ στρατοῦ. Τὸ ζήτημα ἐτέθη ἤδη ὑπ' ὄψιν τοῦ ὑπουργείου Ἐθνικῆς Ἀμύνης. ΥΠΟΧΡΕΩΣΕΙΣ ΤΩΝ ΜΕΛΩΝ Κατὰ τὸ ἄρθρον 7 τοῦ καταστατικοῦ, τὰ μέλη ὀφείλουν νὰ τηροῦν ἀπόλυτον ἐχεμύθειαν καὶ νὰ ἐκτελοῦν τὰς διαταγὰς τῆς διοικήσεως χωρὶς ἀντίρρησιν. ΟΙ ΣΥΝΕΡΓΑΤΑΙ ΤΟΥ ΕΝΤΥΠΟΥ Μεταξὺ ἄλλων συνεργάζονται εἰς τὸ ἔντυπον τῆς ὀργανώσεως πρώην βουλευταὶ καὶ στελέχη τῆς ΕΡΕ, ὡς καὶ ἀξιωματικοὶ τῆς χωροφυλακῆς. bbox=[627, 236, 1172, 446]
article-body: ΑΓΚΥΡΑ, 8. (Ἀσσ. Πρές). Οἱ Τοῦρκοι ἐξαγωγεῖς ὀργανώνουν συστηματικῶς τὴν ἐξαγωγὴν σαλιγκαριῶν πρὸς τὰς χώρας τῆς δυτικῆς Εὐρώπης, ἰδίως πρὸς τὴν Γαλλίαν καὶ τὴν Ἰταλίαν. bbox=[12, 1115, 412, 1153]
article-body: ΑΘΗΝΑΙ, 8. — Ὁ κ. Τσιριμῶκος, εἰς ἄρθρον του, τονίζει ὅτι ἡ δολοφονία τοῦ βουλευτοῦ Γρηγορίου Λαμπράκη ἀποτελεῖ πολιτικὸν γεγονὸς ἀσυγκρίτου βάρους, τὸ ὁποῖον θὰ ἐπηρεάσῃ τὴν πορείαν τῆς πολιτικῆς ζωῆς τοῦ τόπου. Ὁ ἀρθρογράφος ζητεῖ τὴν πλήρη διαλεύκανσιν τῆς ὑποθέσεως καὶ τὴν τιμωρίαν τῶν ἠθικῶν αὐτουργῶν. bbox=[1186, 371, 1558, 447]
article-body: κηδεύομεν σήμερον ὥραν 5.30 μ.μ. ἐκ τοῦ ναοῦ Ἁγίου Γεωργίου. Τὰ τέκνα, οἱ γαμβροί, τὰ ἐγγόνια καὶ λοιποὶ συγγενεῖς. bbox=[427, 1389, 613, 1435]
headline-morocco-strike: ΕΛΗΞΕΝ ΕΠΙΤΥΧΩΣ Η ΑΠΕΡΓΙΑ ΤΩΝ ΜΑΡΟΚΙΝΩΝ ΕΡΓΑΖΟΜΕΝΩΝ bbox=[436, 428, 605, 475]
divider bbox=[12, 535, 412, 537]
divider bbox=[1186, 454, 1558, 456]
headline-turkish-irrigation: ΑΡΔΕΥΤΙΚΑ ΕΡΓΑ ΕΙΣ ΤΑΣ ΤΟΥΡΚΙΚΑΣ ΠΕΡΙΟΧΑΣ ΘΑ ΧΡΗΜΑΤΟΔΟΤΗΘΟΥΝ ΥΠΟ ΤΗΣ ΑΜΕΡΙΚΗΣ bbox=[14, 849, 410, 890]
headline-seato-exercises: ΤΑ ΓΥΜΝΑΣΙΑ ΤΟΥ Σ.Ε.Α.Τ.Ο. ΕΓΓΥΣ ΤΗΣ ΤΑΫΛΑΝΔΗΣ ΠΑΡΑΒΙΑΖΟΥΝ ΤΗΝ ΟΥΔΕΤΕΡΟΤΗΤΑ ΤΟΥ ΛΑΟΣ ΚΑΤΑΓΓΕΛΛΟΥΝ Η «ΠΡΑΒΔΑ», ΚΑΙ Ο «ΕΡΥΘΡΟΣ ΑΣΤΗΡ» bbox=[24, 343, 399, 422]
divider bbox=[427, 423, 613, 425]
headline-space-flights: ΑΙ ΠΑΡΑΤΕΤΑΜΕΝΑΙ ΠΤΗΣΕΙΣ ΕΙΣ ΤΟ ΔΙΑΣΤΗΜΑ ΕΠΙΦΕΡΟΥΝ ΔΥΣΜΕΝΕΙΣ ΕΠΙ ΤΟΥ ΜΕΤΑΒΟΛΙΣΜΟΥ ΥΠΟΣΤΗΡΙΖΕΙ ΕΙΣ ΑΜΕΡΙΚΑΝΟΣ ΒΙΟΛΟΓΟΣ bbox=[14, 687, 410, 766]
subheadline: ΥΠΟ ΔΥΟ ΚΟΡΥΦΑΙΩΝ ΡΩΣΩΝ ΕΠΙΣΤΗΜΟΝΩΝ bbox=[1210, 955, 1534, 970]
side-boxes bbox=[994, 1076, 1172, 1350]
subheadline: ΕΚΔΗΛΩΣΕΙΣ ΣΥΜΠΑΡΑΣΤΑΣΕΩΣ ΕΙΣ ΤΟ ΙΡΑΚ bbox=[1218, 122, 1526, 137]
box-body: ΤΟΥΣΚΑΛΟΥΖΑ, Ἀλαμπάμα, 8. 600 στρατιῶται ἀπεστάλησαν πρὸς τήρησιν τῆς τάξεως. bbox=[1000, 1285, 1166, 1335]
divider bbox=[427, 275, 613, 277]
dateline: ΜΟΣΧΑ, 8. (Ρώυτερ). bbox=[1198, 1015, 1338, 1028]
divider bbox=[427, 936, 613, 938]
divider bbox=[1186, 933, 1558, 934]
headline-venezuela: ΜΕΓΑΛΟΣ ΕΝΕΤΑΘΗ Η ΔΡΑΣΙΣ ΤΩΝ ΦΙΛΟΚΑΣΤΡΙΚΩΝ ΕΙΣ ΤΗΝ ΒΕΝΕΖΟΥΕΛΑΝ ΤΑΣ ΤΕΛΕΥΤΑΙΑΣ ΗΜΕΡΑΣ bbox=[1186, 459, 1558, 519]
section-subhead: ΕΙΣ ΕΚΛΟΓΑΣ ΕΙΣ ΑΝΑΜΕΤΡΗΣΙΝ bbox=[849, 755, 951, 780]
subheadline: Η ΑΠΟΨΙΣ ΟΜΩΣ ΘΕΩΡΕΙΤΑΙ ΦΑΝΤΑΣΙΟΠΛΗΞΙΑ bbox=[1205, 936, 1539, 952]
headline-papandreou-2: ΝΑ ΔΕΧΘΗ ΑΜΕΣΟΝ ΕΚΛΟΓΙΚΗΝ ΑΝΑΜΕΤΡΗΣΙΝ bbox=[688, 519, 1111, 589]
dateline: ΛΟΝΔΙΝΟΝ, 8. (Ρώυτερ). bbox=[24, 601, 184, 614]
dateline: ΒΑΓΔΑΤΗ, 8. (Ρώυτερ). bbox=[439, 855, 613, 867]
subheadline-kkk: ΚΙΝΟΥΝΤΑΙ ΚΑΙ ΜΕΛΗ ΤΗΣ ΚΟΥ ΚΛΟΥΞ ΚΛΑΝ bbox=[679, 1040, 1120, 1066]
article-body: ΛΕΥΚΩΣΙΑ, 8. ('Ισ. ύπηρ.). Ὁ πρόεδρος τῆς Βουλῆς κ. Γλαῦκος Κληρίδης, εἰς συνέντευξίν του, εἰσηγήθη τὴν ἀναθεώρησιν ὡρισμένων διατάξεων τοῦ κυπριακοῦ συντάγματος, αἱ ὁποῖαι ἐδημιούργησαν προβλήματα κατὰ τὴν ἐφαρμογήν των. bbox=[12, 1007, 412, 1057]
section-subhead: Ο ΕΥΞΕΙΝΟΣ ΠΟΝΤΟΣ bbox=[836, 676, 963, 690]
subheadline: καὶ καλοῦν τὸν λαὸν νὰ τοὺς μιμηθῇ bbox=[1243, 103, 1501, 120]
headline-paramilitary: ΕΥΡΥ ΔΙΚΤΥΟΝ ΠΑΡΑΚΡΑΤΙΚΩΝ ΟΡΓΑΝΩΣΕΩΝ ΜΕ ΣΥΓΚΡΟΤΗΣΙΝ ΗΜΙΣΤΡΑΤΙΩΤΙΚΗΝ ΥΠΟΘΑΛΠΕΙ ΤΟ ΚΟΜΜΑΤΙΚΟΝ ΚΡΑΤΟΣ ΤΗΣ ΕΡΕ bbox=[680, 11, 1119, 129]
column-4 bbox=[1186, 8, 1558, 2363]
divider bbox=[1186, 305, 1558, 307]
headline-meteorite-3: ἀτομοκινήτου διαστημοπλοίου ἐξ Ἄρεως bbox=[1213, 887, 1531, 930]
headline-tehran: ΠΥΡ ΠΡΟΣ ΔΙΑΛΥΣΙΝ ΤΩΝ ΔΙΑΔΗΛΩΤΩΝ ΗΝΟΙΞΑΝ ΤΑ ΤΕΘΩΡΑΚΙΣΜΕΝΑ ΕΙΣ ΟΔΟΥΣ ΤΗΣ ΠΕΡΣΙΚΗΣ ΠΡΩΤΕΥΟΥΣΗΣ bbox=[1189, 11, 1555, 78]
dateline: ΑΓΚΥΡΑ, 8. ('Ισ. Ύπηρ.). bbox=[24, 895, 187, 908]
dateline: ΝΕΑ ΥΟΡΚΗ, 8. (Ἀσσ. Πρές). bbox=[228, 251, 398, 264]
headline-french-missile: ΕΠΙΤΥΧΗΣ ΕΚΤΟΞΕΥΣΙΣ ΓΑΛΛΙΚΟΥ ΑΝΤΙΑΕΡΟΠΟΡΙΚΟΥ ΠΥΡΑΥΛΟΥ bbox=[448, 280, 593, 341]
divider bbox=[12, 940, 412, 942]
section-subhead: ΟΙ ΤΗΣ ΑΜΕΡΙΚΗΣ bbox=[260, 234, 368, 248]
column-3 bbox=[627, 8, 1172, 2363]
